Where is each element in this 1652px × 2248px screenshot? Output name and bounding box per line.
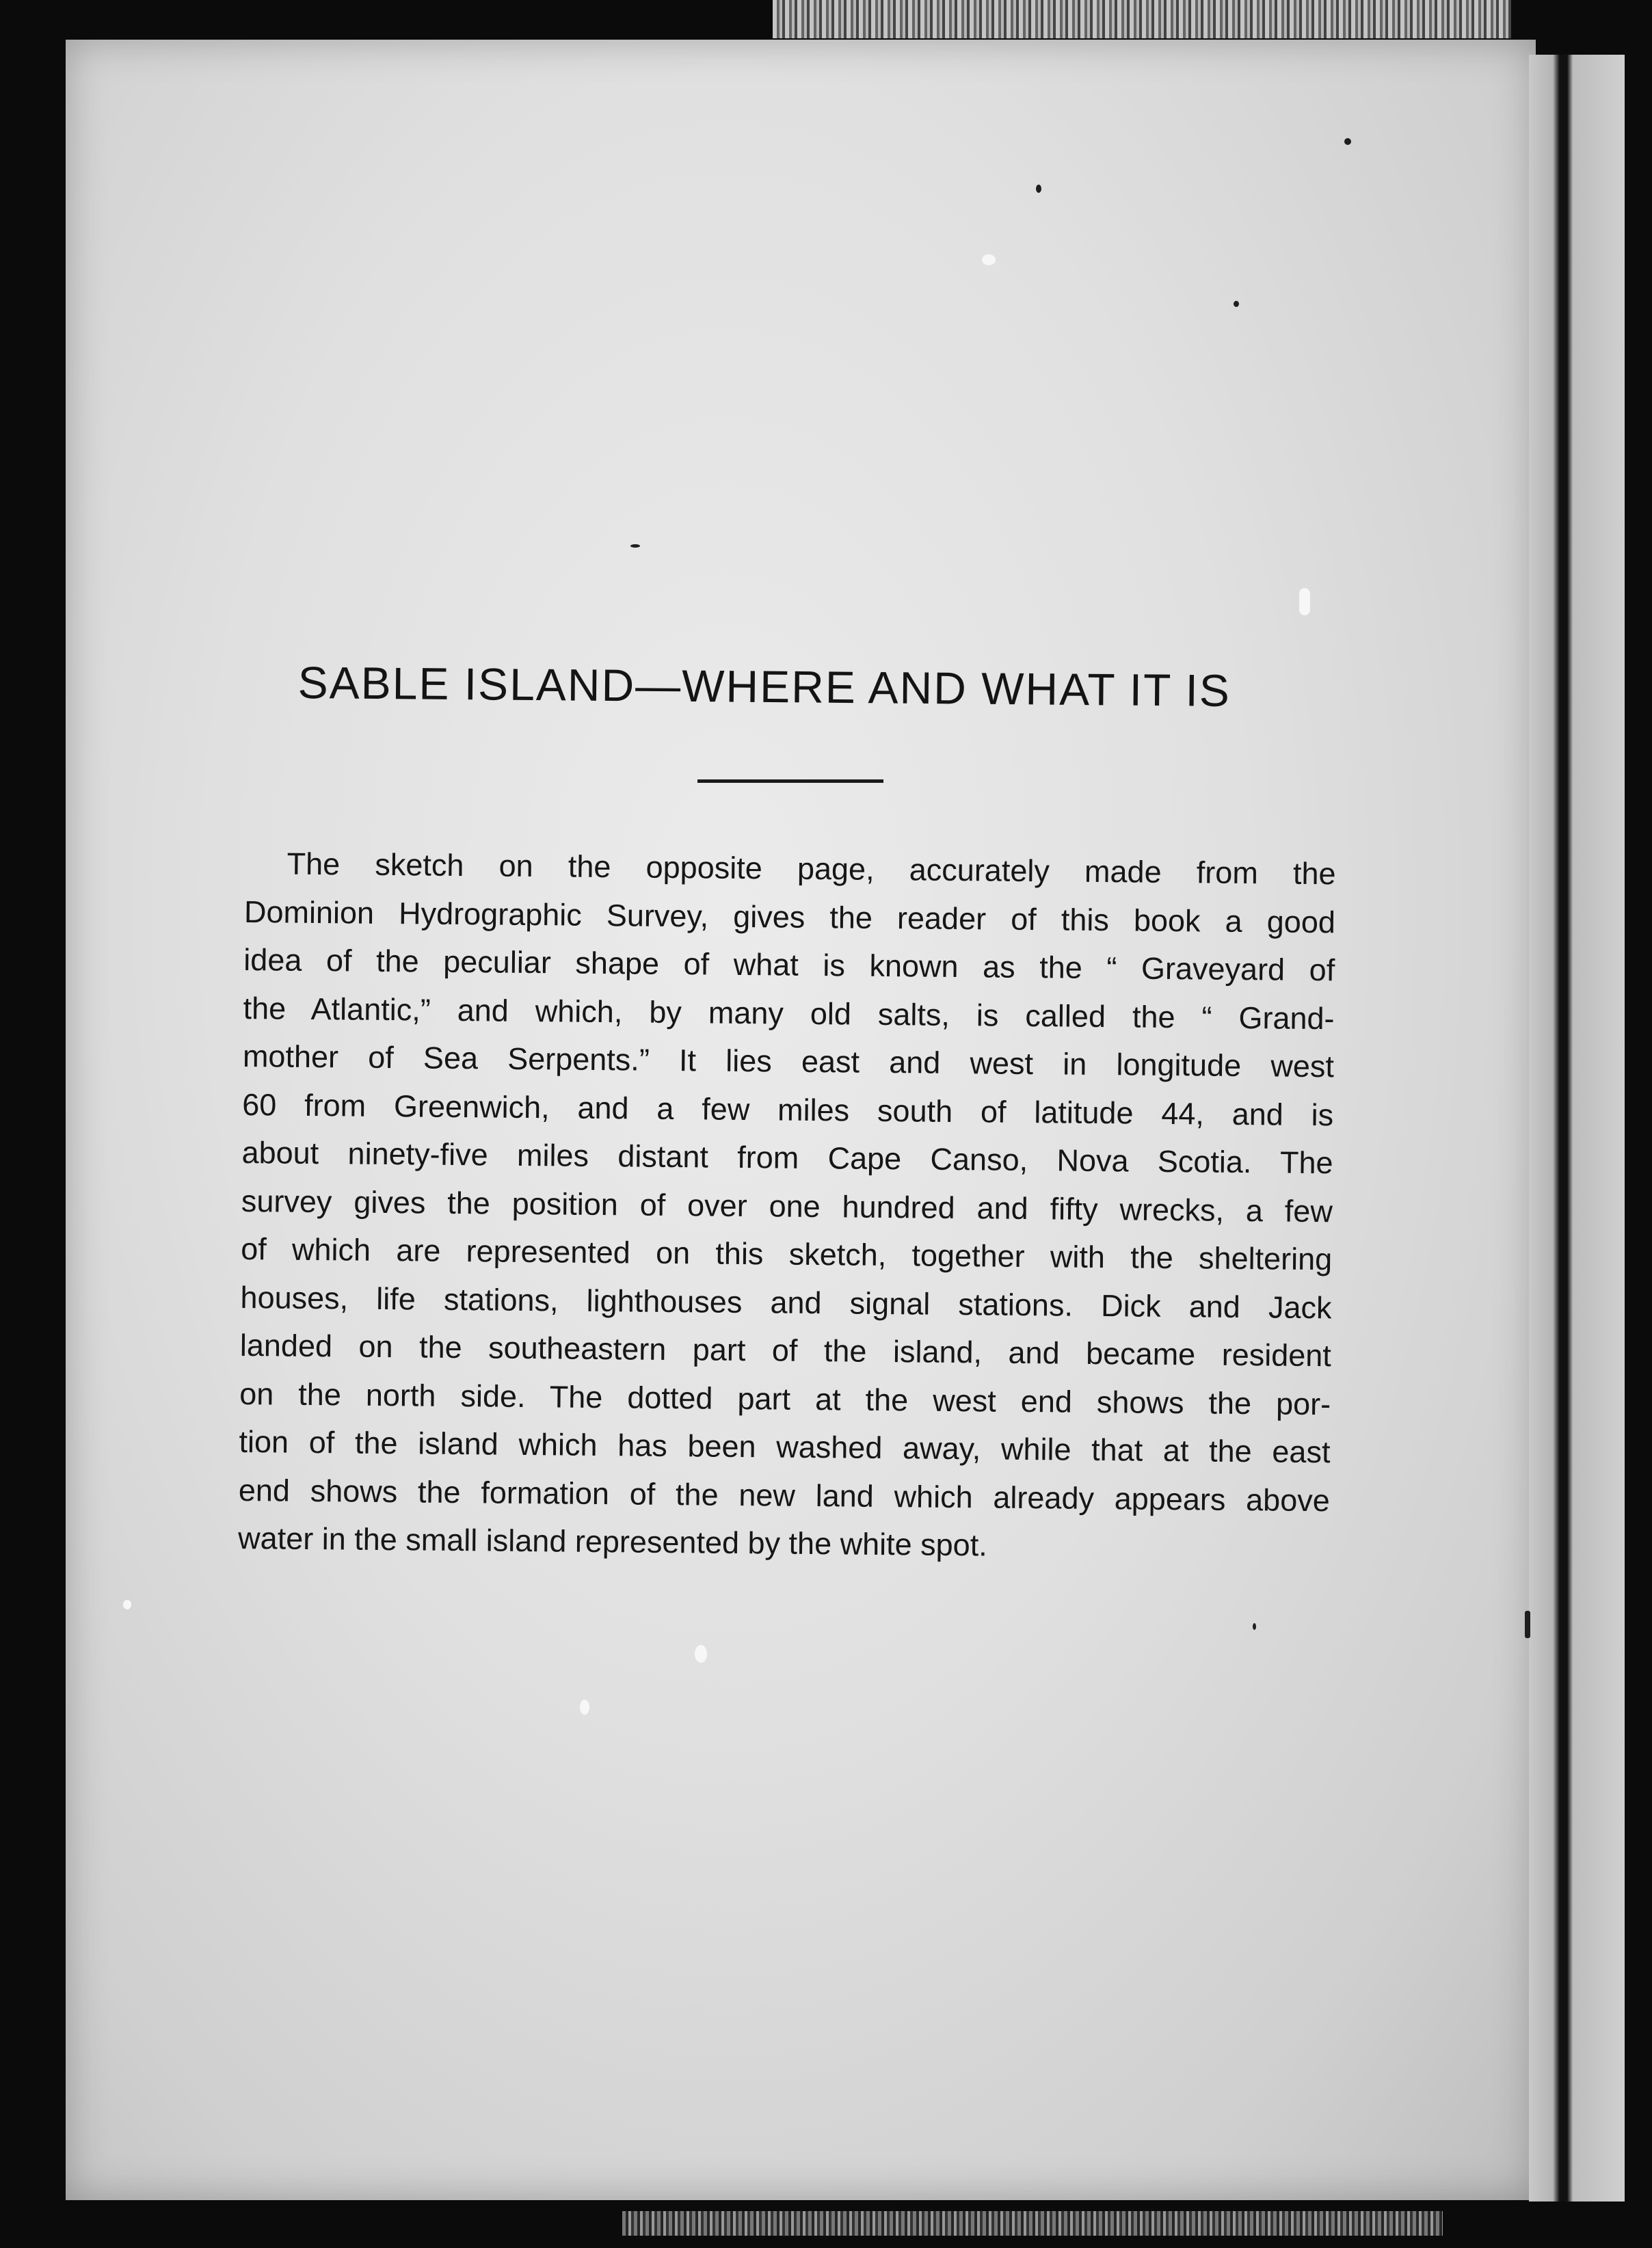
text-line: idea of the peculiar shape of what is known as the “ Graveyard of	[243, 941, 1335, 988]
scan-speck	[1299, 588, 1310, 615]
title-rule	[697, 779, 883, 783]
text-line: water in the small island represented by the white spot.	[237, 1520, 987, 1563]
text-line: tion of the island which has been washed away, while that at the east	[239, 1423, 1331, 1470]
scan-speck	[123, 1600, 131, 1609]
page-title: SABLE ISLAND—WHERE AND WHAT IT IS	[297, 656, 1231, 716]
scan-speck	[695, 1645, 707, 1663]
text-line: mother of Sea Serpents.” It lies east and west in longitude west	[242, 1038, 1335, 1084]
scan-speck	[1344, 138, 1351, 145]
scan-top-edge	[773, 0, 1511, 38]
text-line: houses, life stations, lighthouses and signal stations. Dick and Jack	[240, 1279, 1332, 1325]
body-paragraph	[238, 840, 1336, 1573]
scan-speck	[580, 1700, 589, 1715]
scan-speck	[630, 544, 640, 548]
text-line: 60 from Greenwich, and a few miles south of latitude 44, and is	[242, 1086, 1334, 1132]
text-line: end shows the formation of the new land which already appears above	[238, 1472, 1331, 1518]
text-line: of which are represented on this sketch, together with the sheltering	[241, 1231, 1333, 1277]
text-line: The sketch on the opposite page, accurately made from the	[287, 846, 1336, 892]
scan-speck	[982, 254, 996, 265]
scan-speck	[1253, 1623, 1256, 1630]
text-line: on the north side. The dotted part at the west end shows the por-	[239, 1376, 1331, 1421]
text-line: survey gives the position of over one hundred and fifty wrecks, a few	[241, 1183, 1333, 1229]
text-line: about ninety-five miles distant from Cape Canso, Nova Scotia. The	[241, 1134, 1333, 1181]
text-line: the Atlantic,” and which, by many old salts, is called the “ Grand-	[243, 990, 1335, 1036]
scan-speck	[1036, 185, 1041, 193]
book-gutter-edge	[1529, 55, 1625, 2202]
text-line: Dominion Hydrographic Survey, gives the reader of this book a good	[243, 894, 1336, 939]
text-line: landed on the southeastern part of the island, and became resident	[239, 1327, 1332, 1374]
scan-bottom-edge	[622, 2211, 1443, 2236]
scan-speck	[1234, 301, 1239, 307]
scan-speck	[1525, 1611, 1530, 1638]
